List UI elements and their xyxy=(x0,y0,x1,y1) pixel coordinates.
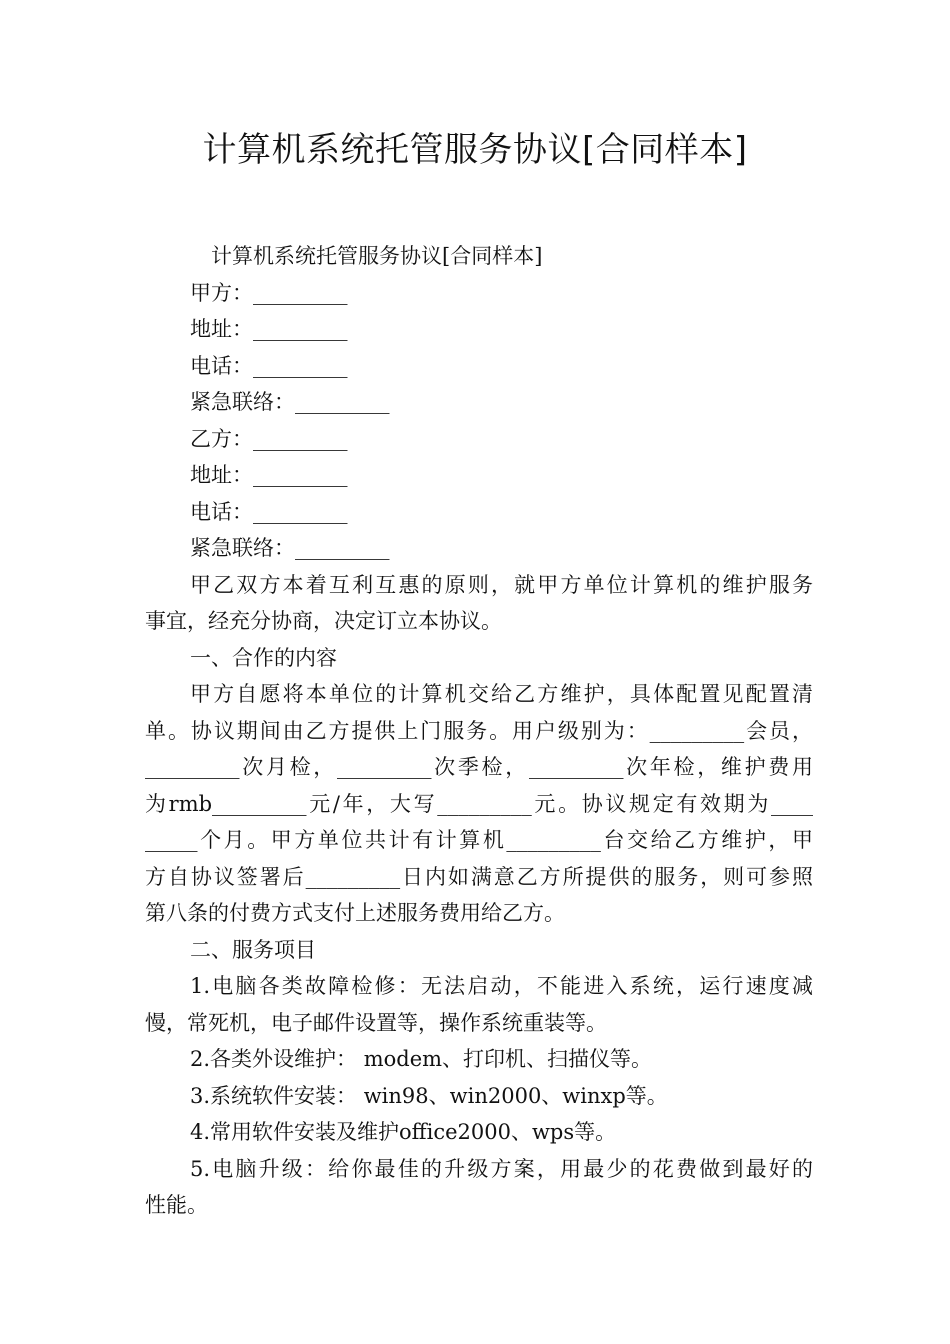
cooperation-paragraph-line: 单。协议期间由乙方提供上门服务。用户级别为：_________会员， xyxy=(145,718,813,743)
cooperation-paragraph-line: 为rmb_________元/年，大写_________元。协议规定有效期为____ xyxy=(145,791,813,816)
party-a-emergency-contact: 紧急联络：_________ xyxy=(190,390,390,414)
cooperation-paragraph-line: _________次月检，_________次季检，_________次年检，维护费用 xyxy=(145,755,813,779)
service-item-continuation: 性能。 xyxy=(145,1193,208,1217)
section-heading-cooperation: 一、合作的内容 xyxy=(190,645,337,670)
cooperation-paragraph-line: _____个月。甲方单位共计有计算机_________台交给乙方维护，甲 xyxy=(145,828,813,852)
party-b-address: 地址：_________ xyxy=(190,463,348,487)
service-item: 5.电脑升级：给你最佳的升级方案，用最少的花费做到最好的 xyxy=(190,1156,813,1181)
service-item: 4.常用软件安装及维护office2000、wps等。 xyxy=(190,1120,617,1144)
party-b-label: 乙方：_________ xyxy=(190,426,348,451)
party-b-phone: 电话：_________ xyxy=(190,499,348,524)
party-a-address: 地址：_________ xyxy=(190,317,348,341)
body-heading: 计算机系统托管服务协议[合同样本] xyxy=(211,244,543,268)
service-item: 2.各类外设维护： modem、打印机、扫描仪等。 xyxy=(190,1047,653,1071)
service-item: 1.电脑各类故障检修：无法启动，不能进入系统，运行速度减 xyxy=(190,974,813,998)
document-body xyxy=(145,238,813,1224)
document-title: 计算机系统托管服务协议[合同样本] xyxy=(202,130,748,170)
party-a-label: 甲方：_________ xyxy=(190,280,348,305)
cooperation-paragraph-line: 第八条的付费方式支付上述服务费用给乙方。 xyxy=(145,901,565,925)
cooperation-paragraph-line: 方自协议签署后_________日内如满意乙方所提供的服务，则可参照 xyxy=(145,864,813,889)
service-item-continuation: 慢，常死机，电子邮件设置等，操作系统重装等。 xyxy=(145,1010,607,1035)
party-a-phone: 电话：_________ xyxy=(190,353,348,378)
preamble-line: 甲乙双方本着互利互惠的原则，就甲方单位计算机的维护服务 xyxy=(190,572,813,597)
party-b-emergency-contact: 紧急联络：_________ xyxy=(190,536,390,560)
service-item: 3.系统软件安装： win98、win2000、winxp等。 xyxy=(190,1083,668,1108)
section-heading-services: 二、服务项目 xyxy=(190,937,316,962)
preamble-line: 事宜，经充分协商，决定订立本协议。 xyxy=(145,609,502,633)
cooperation-paragraph-line: 甲方自愿将本单位的计算机交给乙方维护，具体配置见配置清 xyxy=(190,682,813,706)
